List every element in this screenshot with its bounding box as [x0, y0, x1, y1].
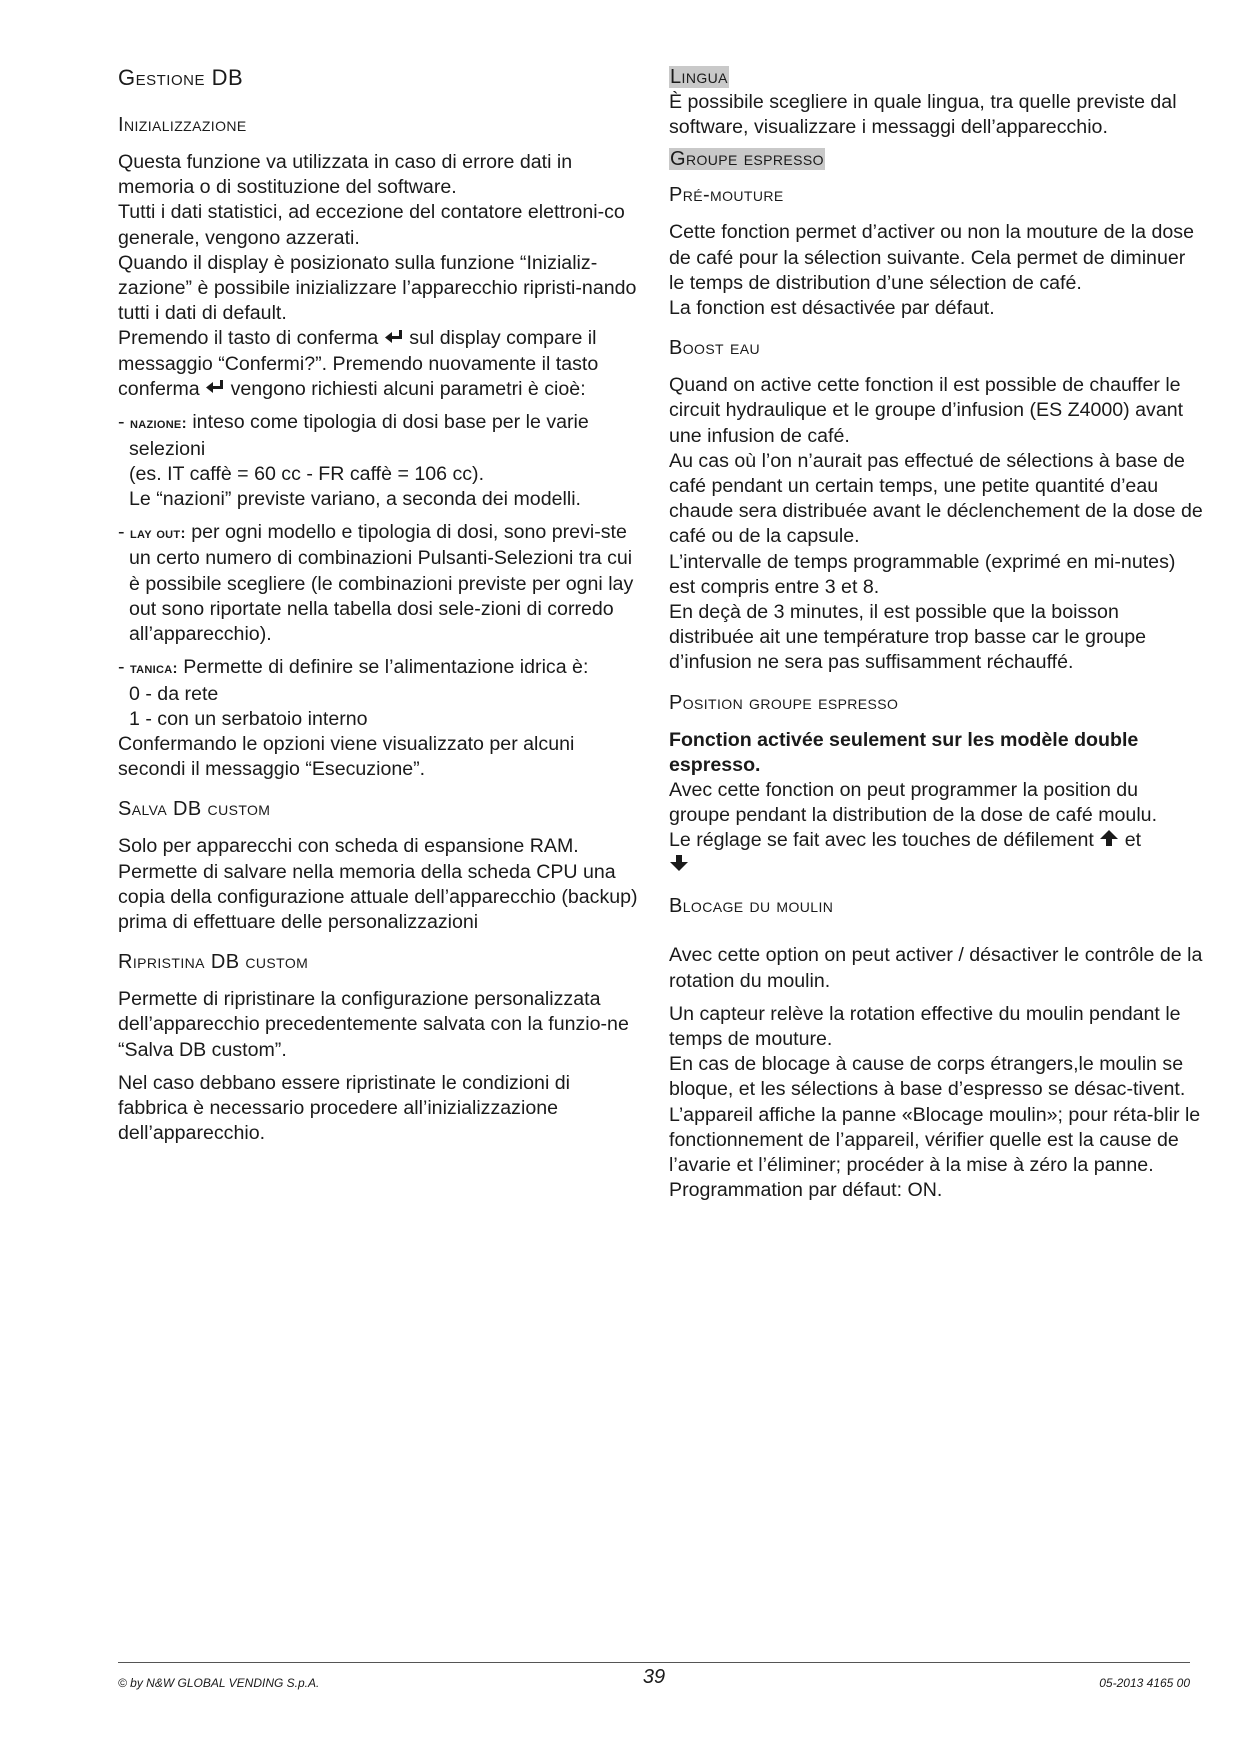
position-paragraph-2 [669, 828, 1204, 879]
footer-copyright: © by N&W GLOBAL VENDING S.p.A. [118, 1676, 320, 1690]
right-column [669, 64, 1204, 1203]
heading-ripristina-db-custom: Ripristina DB custom [118, 951, 309, 974]
nazione-example-1: (es. IT caffè = 60 cc - FR caffè = 106 cc). [129, 462, 485, 485]
ripristina-paragraph-1: Permette di ripristinare la configurazione personalizzata dell’apparecchio precedentemente salvata con la funzio-ne “Salva DB custom”. [118, 988, 629, 1061]
list-item-tanica: - tanica: Permette di definire se l’alimentazione idrica è: [118, 656, 589, 679]
nazione-example-2: Le “nazioni” previste variano, a seconda dei modelli. [129, 488, 581, 511]
boost-paragraph-4: En deçà de 3 minutes, il est possible que la boisson distribuée ait une température trop basse car le groupe d’infusion ne sera pas suffisamment réchauffé. [669, 601, 1147, 674]
init-p4-part-c: vengono richiesti alcuni parametri è cioè: [230, 378, 586, 401]
arrow-down-icon [669, 854, 689, 879]
blocage-paragraph-4: L’appareil affiche la panne «Blocage moulin»; pour réta-blir le fonctionnement de l’appareil, vérifier quelle est la cause de l’avarie et l’éliminer; procéder à la mise à zéro la panne. [669, 1103, 1201, 1176]
heading-position-groupe: Position groupe espresso [669, 691, 899, 714]
tanica-text: Permette di definire se l’alimentazione idrica è: [183, 656, 589, 679]
salva-paragraph: Solo per apparecchi con scheda di espansione RAM. Permette di salvare nella memoria della scheda CPU una copia della configurazione attuale dell’apparecchio (backup) prima di effettuare delle personalizzazioni [118, 835, 638, 933]
boost-paragraph-2: Au cas où l’on n’aurait pas effectué de sélections à base de café pendant un certain temps, une petite quantité d’eau chaude sera distribuée avant le déclenchement de la dose de café ou de la capsule. [669, 449, 1203, 548]
boost-paragraph-3: L’intervalle de temps programmable (exprimé en mi-nutes) est compris entre 3 et 8. [669, 550, 1176, 598]
ripristina-paragraph-2: Nel caso debbano essere ripristinate le condizioni di fabbrica è necessario procedere all’inizializzazione dell’apparecchio. [118, 1071, 571, 1145]
position-p2-part-a: Le réglage se fait avec les touches de défilement [669, 829, 1094, 852]
position-p2-part-b: et [1124, 829, 1142, 852]
blocage-paragraph-2: Un capteur relève la rotation effective du moulin pendant le temps de mouture. [669, 1002, 1181, 1050]
lingua-paragraph: È possibile scegliere in quale lingua, tra quelle previste dal software, visualizzare i messaggi dell’apparecchio. [669, 91, 1177, 139]
init-p4-part-b: sul display compare il messaggio “Confermi?”. Premendo nuovamente il tasto conferma [118, 327, 599, 401]
arrow-up-icon [1099, 829, 1119, 854]
heading-groupe-espresso [669, 146, 1204, 172]
page-number: 39 [642, 1666, 666, 1688]
layout-key: lay out: [129, 525, 186, 543]
init-paragraph-4 [118, 326, 638, 402]
tanica-option-0: 0 - da rete [129, 682, 219, 705]
heading-lingua [669, 64, 1204, 90]
premouture-paragraph-2: La fonction est désactivée par défaut. [669, 297, 995, 320]
list-item-nazione: - nazione: inteso come tipologia di dosi base per le varie selezioni [118, 411, 589, 460]
heading-lingua-text: Lingua [670, 66, 728, 88]
nazione-text: inteso come tipologia di dosi base per le varie selezioni [129, 411, 589, 460]
tanica-key: tanica: [129, 660, 178, 678]
boost-paragraph-1: Quand on active cette fonction il est possible de chauffer le circuit hydraulique et le groupe d’infusion (ES Z4000) avant une infusion de café. [669, 374, 1184, 447]
layout-text: per ogni modello e tipologia di dosi, sono previ-ste un certo numero di combinazioni Pulsanti-Selezioni tra cui è possibile scegliere (le combinazioni previste per ogni lay out sono riportate nella tabella dosi sele-zioni di corredo all’apparecchio). [129, 521, 634, 646]
premouture-paragraph-1: Cette fonction permet d’activer ou non la mouture de la dose de café pour la sélection suivante. Cela permet de diminuer le temps de distribution d’une sélection de café. [669, 221, 1194, 294]
init-paragraph-2: Tutti i dati statistici, ad eccezione del contatore elettroni-co generale, vengono azzerati. [118, 201, 625, 249]
init-paragraph-5: Confermando le opzioni viene visualizzato per alcuni secondi il messaggio “Esecuzione”. [118, 732, 575, 781]
heading-groupe-espresso-text: Groupe espresso [670, 148, 824, 171]
left-column [118, 64, 638, 1146]
init-p4-part-a: Premendo il tasto di conferma [118, 327, 379, 350]
blocage-paragraph-5: Programmation par défaut: ON. [669, 1179, 943, 1202]
enter-key-icon [384, 327, 404, 352]
page-footer [118, 1662, 1190, 1693]
blocage-paragraph-3: En cas de blocage à cause de corps étrangers,le moulin se bloque, et les sélections à base d’espresso se désac-tivent. [669, 1053, 1186, 1101]
init-paragraph-1: Questa funzione va utilizzata in caso di errore dati in memoria o di sostituzione del software. [118, 151, 573, 199]
enter-key-icon [205, 377, 225, 402]
blocage-paragraph-1: Avec cette option on peut activer / désactiver le contrôle de la rotation du moulin. [669, 944, 1203, 992]
section-title-gestione-db: Gestione DB [118, 65, 244, 90]
position-bold-note: Fonction activée seulement sur les modèle double espresso. [669, 728, 1139, 776]
init-paragraph-3: Quando il display è posizionato sulla funzione “Inizializ-zazione” è possibile inizializzare l’apparecchio ripristi-nando tutti i dati di default. [118, 251, 637, 325]
heading-salva-db-custom: Salva DB custom [118, 798, 271, 821]
footer-doc-code: 05-2013 4165 00 [1099, 1676, 1190, 1690]
nazione-key: nazione: [129, 415, 187, 433]
heading-blocage-moulin: Blocage du moulin [669, 895, 834, 918]
tanica-option-1: 1 - con un serbatoio interno [129, 707, 368, 730]
list-item-layout: - lay out: per ogni modello e tipologia di dosi, sono previ-ste un certo numero di combinazioni Pulsanti-Selezioni tra cui è possibile scegliere (le combinazioni previste per ogni lay out sono riportate nella tabella dosi sele-zioni di corredo all’apparecchio). [118, 521, 634, 646]
heading-pre-mouture: Pré-mouture [669, 184, 784, 207]
heading-boost-eau: Boost eau [669, 337, 760, 360]
position-paragraph-1: Avec cette fonction on peut programmer la position du groupe pendant la distribution de la dose de café moulu. [669, 779, 1158, 827]
heading-inizializzazione: Inizializzazione [118, 114, 247, 136]
